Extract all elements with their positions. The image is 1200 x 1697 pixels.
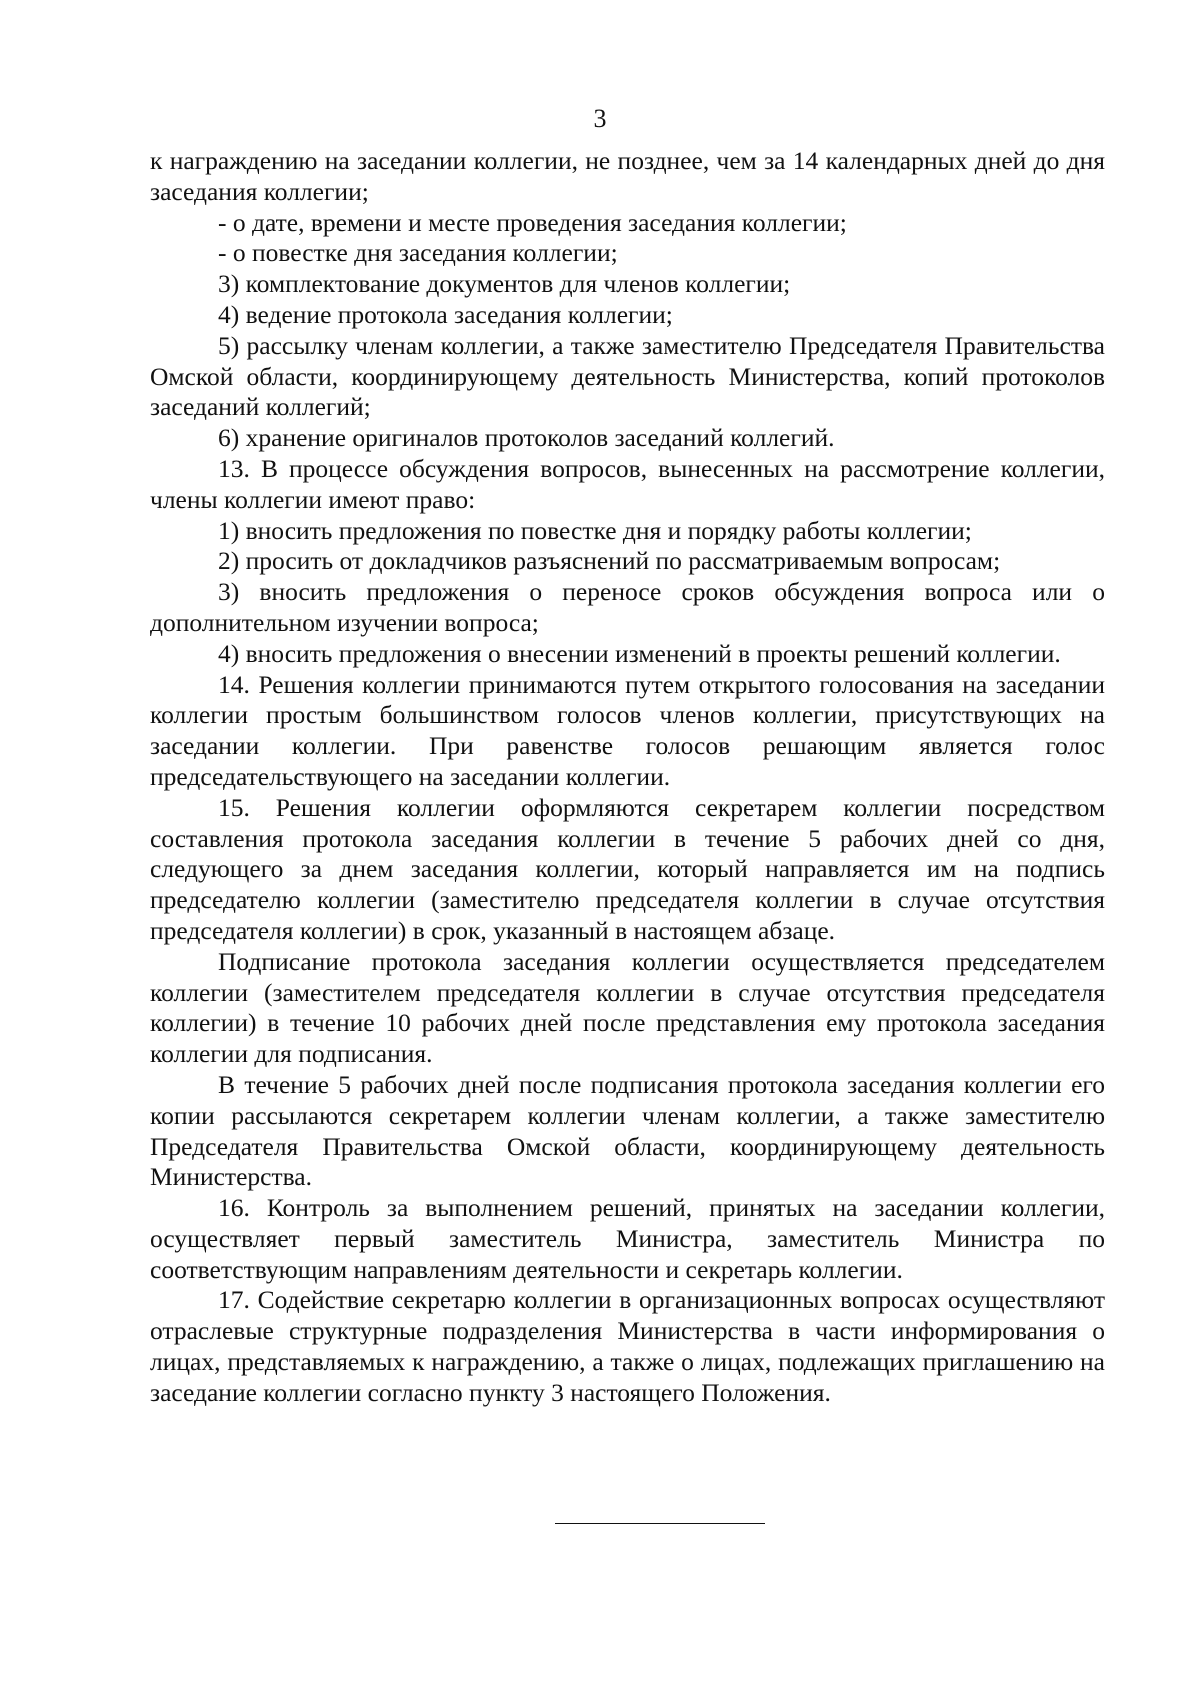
list-item-3-documents: 3) комплектование документов для членов коллегии; — [218, 269, 791, 299]
clause-15: 15. Решения коллегии оформляются секретарем коллегии посредством составления протокола заседания коллегии в течение 5 рабочих дней со дня, следующего за днем заседания коллегии, который направляется им на подпись председателю коллегии (заместителю председателя коллегии в случае отсутствия председателя коллегии) в срок, указанный в настоящем абзаце. — [150, 792, 1105, 945]
clause-13-item-1: 1) вносить предложения по повестке дня и порядку работы коллегии; — [218, 515, 972, 545]
list-item-agenda: - о повестке дня заседания коллегии; — [218, 238, 618, 268]
clause-14: 14. Решения коллегии принимаются путем открытого голосования на заседании коллегии простым большинством голосов членов коллегии, присутствующих на заседании коллегии. При равенстве голосов решающим является голос председательствующего на заседании коллегии. — [150, 669, 1105, 791]
list-item-4-minutes: 4) ведение протокола заседания коллегии; — [218, 299, 673, 329]
end-of-document-rule — [555, 1523, 765, 1524]
list-item-6-storage: 6) хранение оригиналов протоколов заседаний коллегий. — [218, 423, 835, 453]
page-number: 3 — [593, 104, 607, 133]
paragraph-continuation: к награждению на заседании коллегии, не позднее, чем за 14 календарных дней до дня заседания коллегии; — [150, 146, 1105, 206]
clause-17: 17. Содействие секретарю коллегии в организационных вопросах осуществляют отраслевые структурные подразделения Министерства в части информирования о лицах, представляемых к награждению, а также о лицах, подлежащих приглашению на заседание коллегии согласно пункту 3 настоящего Положения. — [150, 1285, 1105, 1407]
clause-13-item-3: 3) вносить предложения о переносе сроков обсуждения вопроса или о дополнительном изучении вопроса; — [150, 577, 1105, 637]
clause-13-item-2: 2) просить от докладчиков разъяснений по рассматриваемым вопросам; — [218, 546, 1001, 576]
clause-16: 16. Контроль за выполнением решений, принятых на заседании коллегии, осуществляет первый заместитель Министра, заместитель Министра по соответствующим направлениям деятельности и секретарь коллегии. — [150, 1193, 1105, 1284]
list-item-date-time-place: - о дате, времени и месте проведения заседания коллегии; — [218, 207, 847, 237]
document-body — [150, 146, 1105, 1409]
clause-15-distribution: В течение 5 рабочих дней после подписания протокола заседания коллегии его копии рассылаются секретарем коллегии членам коллегии, а также заместителю Председателя Правительства Омской области, координирующему деятельность Министерства. — [150, 1069, 1105, 1192]
list-item-5-distribution: 5) рассылку членам коллегии, а также заместителю Председателя Правительства Омской области, координирующему деятельность Министерства, копий протоколов заседаний коллегий; — [150, 330, 1105, 422]
clause-15-signing: Подписание протокола заседания коллегии осуществляется председателем коллегии (заместителем председателя коллегии в случае отсутствия председателя коллегии) в течение 10 рабочих дней после представления ему протокола заседания коллегии для подписания. — [150, 946, 1105, 1069]
clause-13: 13. В процессе обсуждения вопросов, вынесенных на рассмотрение коллегии, члены коллегии имеют право: — [150, 453, 1105, 514]
clause-13-item-4: 4) вносить предложения о внесении изменений в проекты решений коллегии. — [218, 638, 1061, 668]
